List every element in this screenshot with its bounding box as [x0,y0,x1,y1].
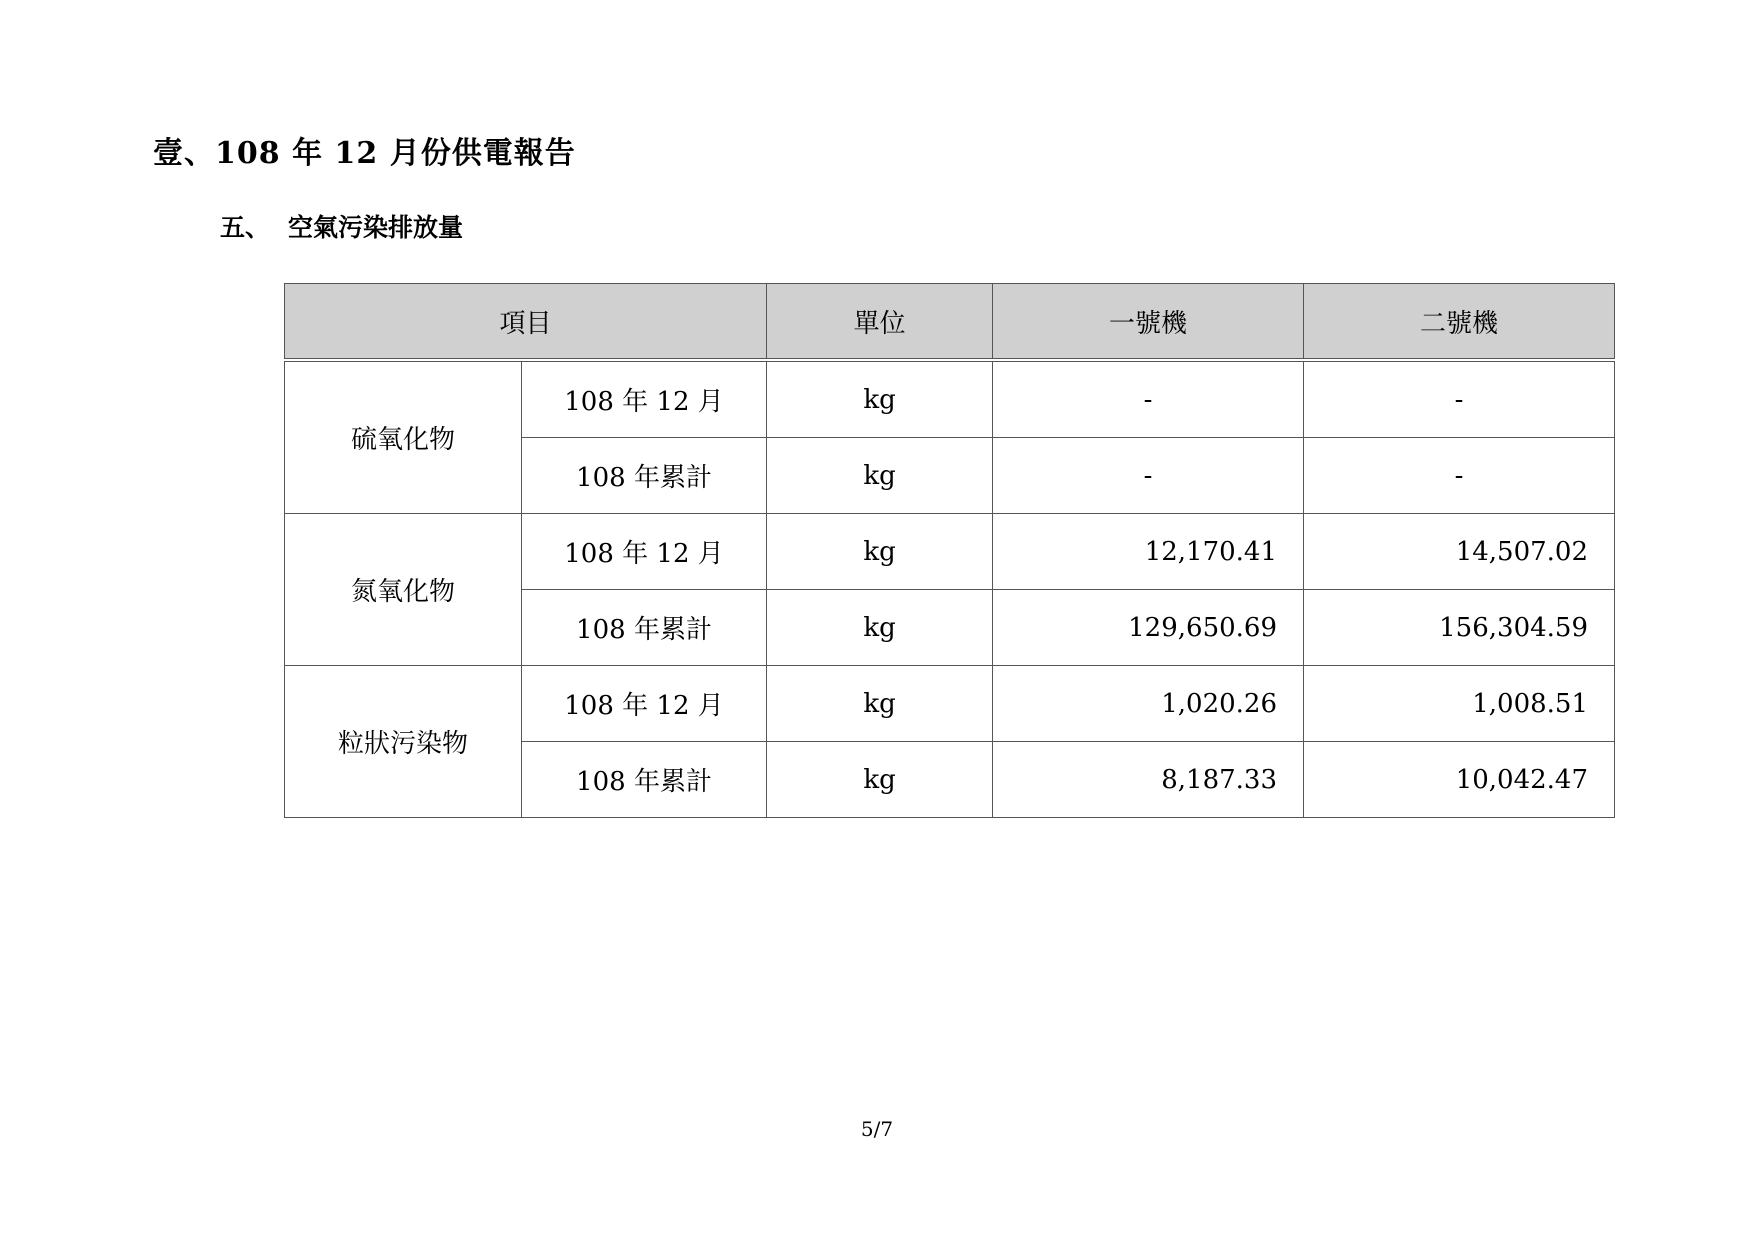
unit1-value: - [993,360,1304,438]
unit-cell: kg [767,742,993,818]
unit2-value: - [1304,360,1615,438]
header-unit2: 二號機 [1304,284,1615,361]
table-row [285,514,1615,590]
unit-cell: kg [767,438,993,514]
page-title: 壹、108 年 12 月份供電報告 [153,136,576,171]
unit2-value: 14,507.02 [1304,514,1615,590]
unit1-value: 1,020.26 [993,666,1304,742]
unit2-value: 156,304.59 [1304,590,1615,666]
period-cell: 108 年累計 [522,590,767,666]
unit-cell: kg [767,360,993,438]
header-unit1: 一號機 [993,284,1304,361]
period-cell: 108 年累計 [522,742,767,818]
period-cell: 108 年累計 [522,438,767,514]
table-row [285,666,1615,742]
unit1-value: 12,170.41 [993,514,1304,590]
header-item: 項目 [285,284,767,361]
unit2-value: - [1304,438,1615,514]
period-cell: 108 年 12 月 [522,360,767,438]
unit1-value: 129,650.69 [993,590,1304,666]
section-number: 五、 [220,213,271,242]
period-cell: 108 年 12 月 [522,666,767,742]
header-unit: 單位 [767,284,993,361]
pollutant-name: 粒狀污染物 [285,666,522,818]
page-number: 5/7 [860,1117,894,1141]
unit1-value: 8,187.33 [993,742,1304,818]
table-row [285,360,1615,438]
unit-cell: kg [767,666,993,742]
section-title: 空氣污染排放量 [288,213,464,242]
period-cell: 108 年 12 月 [522,514,767,590]
unit2-value: 10,042.47 [1304,742,1615,818]
pollutant-name: 氮氧化物 [285,514,522,666]
unit-cell: kg [767,590,993,666]
unit-cell: kg [767,514,993,590]
unit2-value: 1,008.51 [1304,666,1615,742]
pollutant-name: 硫氧化物 [285,360,522,514]
table-header-row [285,284,1615,361]
emissions-table [284,283,1615,818]
unit1-value: - [993,438,1304,514]
section-heading [220,208,463,244]
